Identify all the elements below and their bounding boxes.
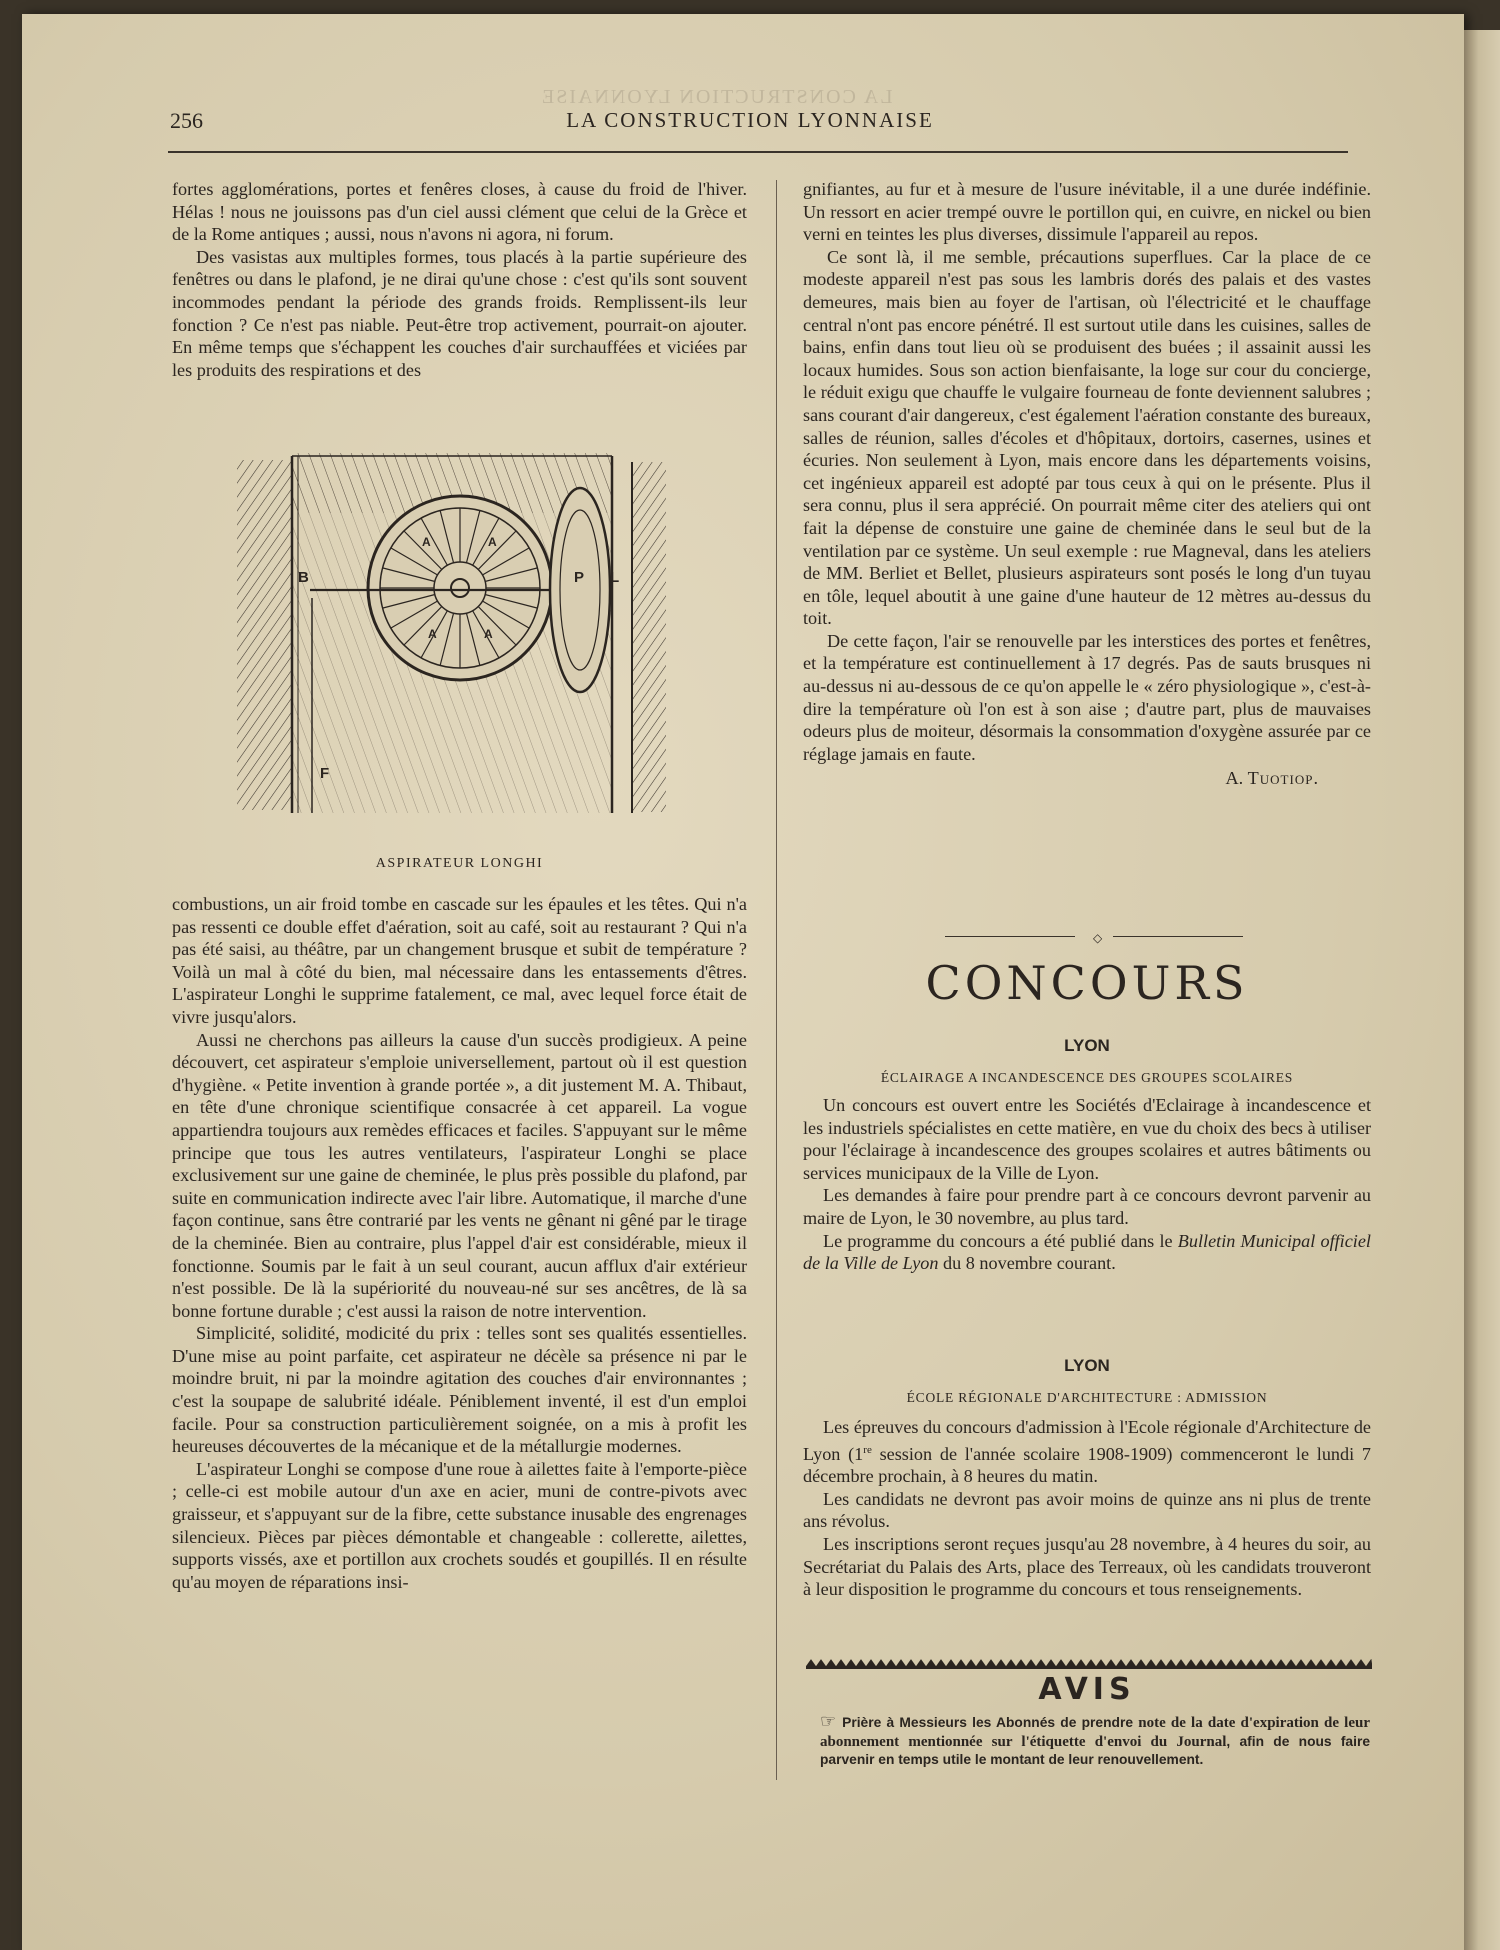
zigzag-border [806, 1659, 1372, 1669]
paragraph: Simplicité, solidité, modicité du prix : telles sont ses qualités essentielles. D'une mise au point parfaite, cet aspirateur ne décèle sa présence ni par le moindre bruit, ni par la moindre agitation des couches d'air environnantes ; c'est la soupape de salubrité idéale. Péniblement inventé, il est d'un emploi facile. Pour sa construction particulièrement soignée, on a mis à profit les heureuses découvertes de la mécanique et de la métallurgie modernes. [172, 1323, 747, 1457]
journal-title: LA CONSTRUCTION LYONNAISE [566, 108, 934, 132]
concours-heading: CONCOURS [925, 956, 1249, 1010]
paragraph: L'aspirateur Longhi se compose d'une roue à ailettes faite à l'emporte-pièce ; celle-ci est mobile autour d'un axe en acier, muni de contre-pivots avec graisseur, et s'appuyant sur de la fibre, cette substance inusable des engrenages silencieux. Pièces par pièces démontable et changeable : collerette, ailettes, supports vissés, axe et portillon aux crochets soudés et goupillés. Il en résulte qu'au moyen de réparations insi- [172, 1458, 747, 1592]
section-subtitle: ÉCLAIRAGE A INCANDESCENCE DES GROUPES SCOLAIRES [880, 1070, 1294, 1085]
figure-caption: ASPIRATEUR LONGHI [375, 856, 544, 871]
next-page-edge [1464, 30, 1500, 1950]
paragraph [803, 1416, 1371, 1488]
paragraph: Aussi ne cherchons pas ailleurs la cause d'un succès prodigieux. A peine découvert, cet aspirateur s'emploie universellement, partout où il est question d'hygiène. « Petite invention à grande portée », a dit justement M. A. Thibaut, en tête d'une chronique scientifique consacrée à cet appareil. La vogue appartiendra toujours aux remèdes efficaces et faciles. S'appuyant sur le même principe que tous les autres ventilateurs, l'aspirateur Longhi se place exclusivement sur une gaine de cheminée, le plus près possible du plafond, par suite en communication indirecte avec l'air libre. Automatique, il marche d'une façon continue, sans être contrarié par les vents ne gênant ni gêné par le tirage de la cheminée. Bien au contraire, plus l'appel d'air est considérable, mieux il fonctionne. Soumis par le fait à un seul courant, aucun afflux d'air extérieur n'est possible. De là la supériorité du nouveau-né sur ses ancêtres, de là sa bonne fortune durable ; c'est aussi la raison de notre intervention. [172, 1029, 747, 1321]
bulletin-intro: Le programme du concours a été publié dans le [823, 1230, 1178, 1251]
divider-line [945, 936, 1075, 937]
avis-heading: AVIS [1038, 1672, 1136, 1707]
diamond-ornament-icon: ◇ [1093, 931, 1103, 945]
page-header [150, 108, 1350, 148]
concours-section-2 [803, 1416, 1371, 1601]
avis-emphasis: note de la date d'expiration de leur abonnement mentionnée sur l'étiquette d'envoi du Journal [820, 1715, 1370, 1750]
figure-label-a: A [428, 627, 437, 641]
signature-name: Tuotiop. [1247, 768, 1319, 789]
left-column-bottom [172, 893, 747, 1593]
avis-text: Prière à Messieurs les Abonnés de prendre [842, 1715, 1139, 1730]
section-city: LYON [1064, 1036, 1110, 1055]
article-signature [803, 767, 1371, 790]
paragraph: Ce sont là, il me semble, précautions superflues. Car la place de ce modeste appareil n'est pas sous les lambris dorés des palais et des vastes demeures, mais bien au foyer de l'artisan, où l'électricité et le chauffage central n'ont pas encore pénétré. Il est surtout utile dans les cuisines, salles de bains, enfin dans tout lieu où se produisent des buées ; il assainit aussi les locaux humides. Sous son action bienfaisante, la loge sur cour du concierge, le réduit exigu que chauffe le vulgaire fourneau de fonte deviennent salubres ; sans courant d'air dangereux, c'est également l'aération constante des bureaux, salles de réunion, salles d'écoles et d'hôpitaux, dortoirs, casernes, usines et écuries. Non seulement à Lyon, mais encore dans les départements voisins, cet ingénieux appareil est adopté par tous ceux à qui on le présente. Plus il sera connu, plus il sera apprécié. On pourrait même citer des ateliers qui ont fait la dépense de constuire une gaine de cheminée dans le seul but de la ventilation par ce système. Un seul exemple : rue Magneval, dans les ateliers de MM. Berliet et Bellet, plusieurs aspirateurs sont posés le long d'un tuyau en tôle, lequel aboutit à une gaine d'une hauteur de 12 mètres au-dessus du toit. [803, 246, 1371, 629]
paragraph: Les inscriptions seront reçues jusqu'au 28 novembre, à 4 heures du soir, au Secrétariat du Palais des Arts, place des Terreaux, où les candidats trouveront à leur disposition le programme du concours et tous renseignements. [803, 1534, 1371, 1600]
paragraph: combustions, un air froid tombe en cascade sur les épaules et les têtes. Qui n'a pas ressenti ce double effet d'aération, soit au café, soit au restaurant ? Qui n'a pas été saisi, au théâtre, par un changement brusque et subit de température ? Voilà un mal à côté du bien, mal nécessaire dans les entassements d'êtres. L'aspirateur Longhi le supprime fatalement, ce mal, avec lequel force était de vivre jusqu'alors. [172, 894, 747, 1027]
show-through-text: LA CONSTRUCTION LYONNAISE [540, 86, 893, 108]
paragraph: De cette façon, l'air se renouvelle par les interstices des portes et fenêtres, et la température est continuellement à 17 degrés. Pas de sauts brusques ni au-dessus ni au-dessous de ce qu'on appelle le « zéro physiologique », c'est-à-dire la température où l'on est à son aise ; d'autre part, plus de mauvaises odeurs plus de moiteur, désormais la consommation d'oxygène assurée par ce réglage jamais en faute. [803, 630, 1371, 764]
section-subtitle: ÉCOLE RÉGIONALE D'ARCHITECTURE : ADMISSION [906, 1390, 1268, 1405]
pointing-hand-icon: ☞ [820, 1711, 837, 1731]
text-run: session de l'année scolaire 1908-1909) commenceront le lundi 7 décembre prochain, à 8 heures du matin. [803, 1443, 1371, 1487]
paragraph: fortes agglomérations, portes et fenêres closes, à cause du froid de l'hiver. Hélas ! nous ne jouissons pas d'un ciel aussi clément que celui de la Grèce et de la Rome antiques ; aussi, nous n'avons ni agora, ni forum. [172, 179, 747, 245]
figure-label-f: F [320, 765, 330, 782]
figure-label-a: A [422, 535, 431, 549]
column-divider [776, 180, 777, 1780]
right-column [803, 178, 1371, 790]
avis-text: , afin de nous faire parvenir en temps utile le montant de leur renouvellement. [820, 1733, 1370, 1767]
header-rule [168, 151, 1348, 153]
paragraph: Les candidats ne devront pas avoir moins de quinze ans ni plus de trente ans révolus. [803, 1488, 1371, 1532]
figure-label-l: L [610, 569, 620, 586]
concours-section-1 [803, 1094, 1371, 1275]
bulletin-outro: du 8 novembre courant. [938, 1253, 1116, 1274]
figure-label-p: P [574, 569, 585, 586]
avis-notice [820, 1712, 1370, 1770]
figure-label-a: A [484, 627, 493, 641]
aspirateur-drawing [232, 448, 672, 818]
page-number: 256 [170, 108, 203, 133]
signature-initial: A. [1225, 768, 1244, 789]
paragraph [803, 1230, 1371, 1275]
figure-label-a: A [488, 535, 497, 549]
bulletin-title: Bulletin Municipal officiel de la Ville de Lyon [803, 1230, 1371, 1274]
figure-label-b: B [298, 569, 309, 586]
section-divider [945, 930, 1255, 944]
aspirateur-illustration [232, 448, 672, 818]
paragraph: Les demandes à faire pour prendre part à ce concours devront parvenir au maire de Lyon, le 30 novembre, au plus tard. [803, 1185, 1371, 1228]
left-column-top [172, 178, 747, 381]
section-city: LYON [1064, 1356, 1110, 1375]
paragraph: gnifiantes, au fur et à mesure de l'usure inévitable, il a une durée indéfinie. Un ressort en acier trempé ouvre le portillon qui, en cuivre, en nickel ou bien verni en teintes les plus diverses, dissimule l'appareil au repos. [803, 179, 1371, 245]
superscript: re [863, 1443, 872, 1456]
text-run: Les épreuves du concours d'admission à l'Ecole régionale d'Architecture de Lyon (1 [803, 1417, 1371, 1464]
divider-line [1113, 936, 1243, 937]
paragraph: Des vasistas aux multiples formes, tous placés à la partie supérieure des fenêtres ou dans le plafond, je ne dirai qu'une chose : c'est qu'ils sont souvent incommodes pendant la période des grands froids. Remplissent-ils leur fonction ? Ce n'est pas niable. Peut-être trop activement, pourrait-on ajouter. En même temps que s'échappent les couches d'air surchauffées et viciées par les produits des respirations et des [172, 246, 747, 380]
paragraph: Un concours est ouvert entre les Sociétés d'Eclairage à incandescence et les industriels spécialistes en cette matière, en vue du choix des becs à utiliser pour l'éclairage à incandescence des groupes scolaires et autres bâtiments ou services municipaux de la Ville de Lyon. [803, 1095, 1371, 1183]
